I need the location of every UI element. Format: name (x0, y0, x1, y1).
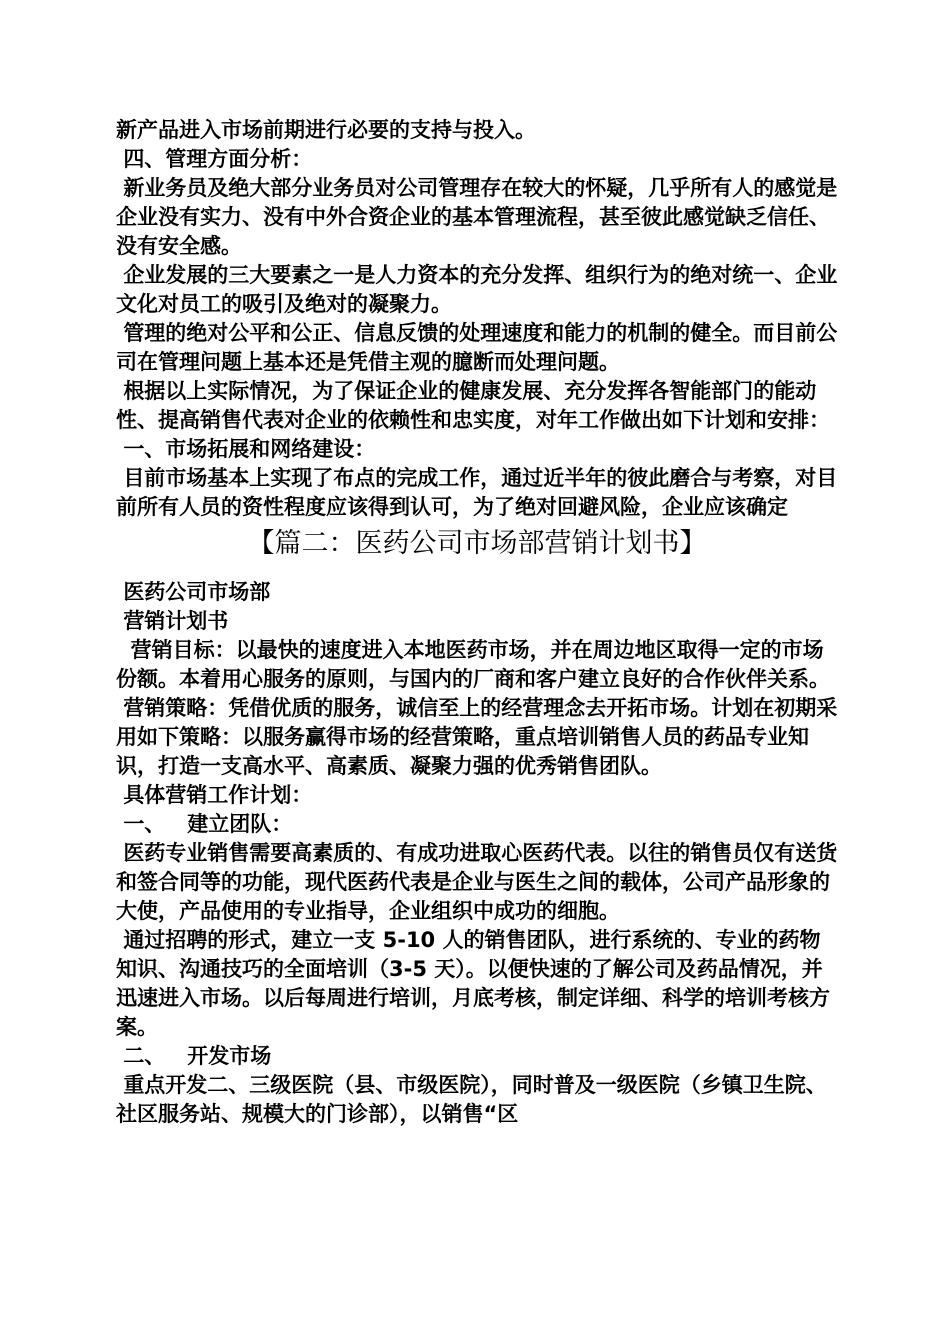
paragraph: 重点开发二、三级医院（县、市级医院），同时普及一级医院（乡镇卫生院、社区服务站、规模大的门诊部），以销售“区 (116, 1073, 827, 1126)
paragraph: 新业务员及绝大部分业务员对公司管理存在较大的怀疑，几乎所有人的感觉是企业没有实力、没有中外合资企业的基本管理流程，甚至彼此感觉缺乏信任、没有安全感。 (116, 176, 838, 258)
paragraph: 营销策略：凭借优质的服务，诚信至上的经营理念去开拓市场。计划在初期采用如下策略：以服务赢得市场的经营策略，重点培训销售人员的药品专业知识，打造一支高水平、高素质、凝聚力强的优秀销售团队。 (116, 696, 838, 778)
paragraph: 通过招聘的形式，建立一支 5-10 人的销售团队，进行系统的、专业的药物知识、沟通技巧的全面培训（3-5 天）。以便快速的了解公司及药品情况，并迅速进入市场。以后每周进行培训，月底考核，制定详细、科学的培训考核方案。 (116, 928, 830, 1039)
paragraph: 管理的绝对公平和公正、信息反馈的处理速度和能力的机制的健全。而目前公司在管理问题上基本还是凭借主观的臆断而处理问题。 (116, 321, 838, 374)
section-subheading: 一、 建立团队： (116, 812, 293, 836)
section-subheading: 四、管理方面分析： (116, 147, 313, 171)
paragraph: 新产品进入市场前期进行必要的支持与投入。 (116, 118, 536, 142)
paragraph: 企业发展的三大要素之一是人力资本的充分发挥、组织行为的绝对统一、企业文化对员工的吸引及绝对的凝聚力。 (116, 263, 838, 316)
document-body (116, 116, 838, 1129)
paragraph: 根据以上实际情况，为了保证企业的健康发展、充分发挥各智能部门的能动性、提高销售代表对企业的依赖性和忠实度，对年工作做出如下计划和安排： (116, 379, 830, 432)
paragraph: 目前市场基本上实现了布点的完成工作，通过近半年的彼此磨合与考察，对目前所有人员的资性程度应该得到认可，为了绝对回避风险，企业应该确定 (116, 466, 838, 519)
paragraph: 营销目标：以最快的速度进入本地医药市场，并在周边地区取得一定的市场份额。本着用心服务的原则，与国内的厂商和客户建立良好的合作伙伴关系。 (116, 638, 830, 691)
section-heading: 【篇二：医药公司市场部营销计划书】 (247, 528, 707, 559)
section-subheading: 具体营销工作计划： (116, 783, 313, 807)
section-subheading: 一、市场拓展和网络建设： (116, 437, 376, 461)
document-subtitle: 营销计划书 (116, 609, 229, 633)
section-subheading: 二、 开发市场 (116, 1044, 272, 1068)
document-subtitle: 医药公司市场部 (116, 580, 271, 604)
paragraph: 医药专业销售需要高素质的、有成功进取心医药代表。以往的销售员仅有送货和签合同等的功能，现代医药代表是企业与医生之间的载体，公司产品形象的大使，产品使用的专业指导，企业组织中成功的细胞。 (116, 841, 838, 923)
